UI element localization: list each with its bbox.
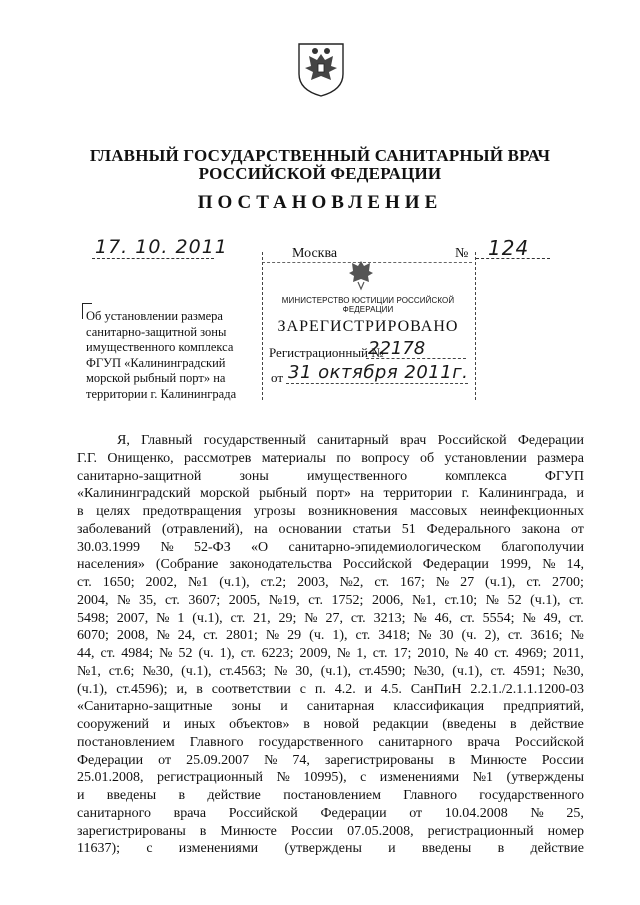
body-word: (ч. bbox=[198, 646, 214, 661]
body-line bbox=[77, 432, 584, 450]
body-word: №1 bbox=[472, 770, 494, 786]
body-word: об bbox=[419, 450, 435, 466]
body-word: Федерации bbox=[320, 805, 387, 821]
body-line bbox=[77, 503, 584, 521]
body-word: в bbox=[178, 788, 186, 803]
document-number: 124 bbox=[488, 236, 530, 260]
body-word: 3418; bbox=[378, 628, 411, 644]
subject-line: имущественного комплекса bbox=[86, 340, 234, 355]
issuer-title-line1: ГЛАВНЫЙ ГОСУДАРСТВЕННЫЙ САНИТАРНЫЙ ВРАЧ bbox=[89, 146, 551, 165]
document-subject bbox=[86, 309, 276, 403]
body-word: рыбный bbox=[259, 486, 307, 502]
body-word: санитарного bbox=[77, 805, 151, 821]
body-word: 30 bbox=[439, 628, 454, 644]
body-word: по bbox=[336, 450, 351, 466]
subject-line: ФГУП «Калининградский bbox=[86, 355, 226, 370]
body-word: Минюсте bbox=[470, 752, 527, 768]
body-word: № bbox=[336, 646, 351, 661]
body-line bbox=[77, 485, 584, 503]
body-word: Калининграда, bbox=[478, 486, 567, 502]
body-line bbox=[77, 574, 584, 592]
body-word: законодательства bbox=[229, 557, 332, 573]
body-word: ст. bbox=[372, 646, 388, 661]
body-word: «О bbox=[251, 539, 269, 555]
body-word: ст. bbox=[569, 592, 584, 608]
body-word: постановлением bbox=[283, 788, 381, 803]
body-word: действие bbox=[530, 841, 584, 857]
body-word: 5554; bbox=[482, 610, 515, 626]
body-line bbox=[77, 681, 584, 699]
body-word: №1 bbox=[187, 575, 209, 590]
body-word: г. bbox=[461, 486, 470, 502]
body-word: (отравлений), bbox=[161, 521, 244, 537]
body-word: 6070; bbox=[77, 628, 109, 644]
body-word: № bbox=[265, 628, 280, 644]
body-word: (утверждены bbox=[284, 841, 362, 857]
body-word: п. bbox=[314, 681, 326, 697]
body-word: 27, bbox=[325, 610, 344, 626]
body-word: 30, bbox=[295, 663, 313, 679]
body-word: ст. bbox=[568, 610, 584, 626]
body-word: в bbox=[303, 717, 310, 732]
body-word: закона bbox=[521, 521, 561, 537]
body-word: 4591; bbox=[513, 663, 546, 679]
body-word: номер bbox=[547, 823, 584, 839]
body-word: иных bbox=[184, 717, 216, 732]
body-word: № bbox=[530, 805, 544, 821]
body-word: № bbox=[435, 575, 450, 590]
subject-bracket bbox=[82, 303, 83, 319]
body-word: благополучии bbox=[501, 539, 584, 555]
body-word: санитарная bbox=[306, 699, 375, 715]
body-word: 2), bbox=[484, 628, 500, 644]
stamp-reg-number: 22178 bbox=[368, 338, 426, 359]
subject-line: морской рыбный порт» на bbox=[86, 371, 226, 386]
body-word: 167; bbox=[400, 575, 425, 590]
number-sign: № bbox=[455, 246, 469, 261]
body-line bbox=[77, 752, 584, 770]
date-underline bbox=[92, 258, 214, 259]
body-word: № bbox=[276, 770, 290, 786]
issuer-title-line2: РОССИЙСКОЙ ФЕДЕРАЦИИ bbox=[198, 164, 442, 183]
body-word: № bbox=[522, 610, 536, 626]
body-word: 2002, bbox=[145, 575, 178, 590]
body-word: ст.6; bbox=[108, 663, 135, 679]
body-word: (ч.1), bbox=[452, 663, 483, 679]
body-word: предотвращения bbox=[142, 504, 242, 519]
body-word: основании bbox=[278, 521, 342, 537]
body-word: 49, bbox=[543, 610, 562, 626]
body-word: ст.2; bbox=[260, 575, 287, 590]
body-word: 2801; bbox=[225, 628, 258, 644]
body-word: Я, bbox=[117, 433, 130, 448]
body-word: № bbox=[570, 628, 584, 644]
coat-of-arms-emblem bbox=[295, 40, 347, 98]
body-word: 2009, bbox=[299, 646, 331, 661]
body-word: (ч.1), bbox=[485, 575, 516, 590]
body-word: №1, bbox=[77, 663, 101, 679]
body-word: 3616; bbox=[530, 628, 563, 644]
body-word: 3213; bbox=[373, 610, 406, 626]
body-word: врача bbox=[467, 734, 500, 750]
body-word: угрозы bbox=[253, 504, 296, 519]
body-word: сооружений bbox=[77, 717, 150, 732]
body-word: Г.Г. bbox=[77, 450, 98, 466]
stamp-date-underline bbox=[286, 383, 468, 384]
body-word: зарегистрированы bbox=[77, 823, 186, 839]
body-word: №19, bbox=[268, 592, 300, 608]
body-word: (ч. bbox=[461, 628, 477, 644]
body-word: ст.4596); bbox=[116, 681, 168, 697]
body-word: 2005, bbox=[228, 592, 261, 608]
body-word: ст. bbox=[526, 575, 542, 590]
body-word: 25.01.2008, bbox=[77, 770, 144, 786]
body-word: имущественного bbox=[306, 468, 408, 484]
body-word: ст. bbox=[350, 610, 366, 626]
body-word: 74, bbox=[292, 752, 310, 768]
body-word: № bbox=[485, 592, 500, 608]
body-word: зоны bbox=[231, 699, 262, 715]
body-word: (ч.1), bbox=[530, 592, 561, 608]
body-word: ст.10; bbox=[444, 592, 478, 608]
body-word: №30, bbox=[142, 663, 174, 679]
body-word: 44, bbox=[77, 646, 95, 661]
body-word: введены bbox=[106, 788, 157, 803]
body-word: Минюсте bbox=[220, 823, 277, 839]
body-word: (ч.1), bbox=[192, 610, 223, 626]
body-word: ст. bbox=[355, 628, 371, 644]
body-word: 40 bbox=[474, 646, 489, 661]
body-word: санитарный bbox=[317, 433, 389, 448]
stamp-reg-number-label: Регистрационный № bbox=[269, 345, 384, 360]
body-word: 2010, bbox=[417, 646, 449, 661]
body-word: государственного bbox=[479, 788, 584, 803]
body-word: постановлением bbox=[77, 734, 175, 750]
body-word: 1752; bbox=[331, 592, 364, 608]
body-word: предприятий, bbox=[503, 699, 584, 715]
body-word: и bbox=[77, 788, 85, 803]
body-word: (Собрание bbox=[155, 557, 219, 573]
document-title: ПОСТАНОВЛЕНИЕ bbox=[197, 192, 443, 213]
body-word: 2007, bbox=[116, 610, 149, 626]
body-line bbox=[77, 787, 584, 805]
body-word: 4969; bbox=[514, 646, 547, 661]
body-word: Российской bbox=[437, 433, 507, 448]
body-line bbox=[77, 698, 584, 716]
body-word: от bbox=[409, 805, 423, 821]
body-word: 5498; bbox=[77, 610, 109, 626]
body-line bbox=[77, 556, 584, 574]
body-word: №30, bbox=[413, 663, 445, 679]
stamp-ministry-name: МИНИСТЕРСТВО ЮСТИЦИИ РОССИЙСКОЙ ФЕДЕРАЦИИ bbox=[281, 296, 455, 314]
number-underline bbox=[476, 258, 550, 259]
body-line bbox=[77, 769, 584, 787]
subject-bracket-top bbox=[82, 303, 92, 304]
body-word: санитарно-эпидемиологическом bbox=[288, 539, 481, 555]
body-word: 29 bbox=[287, 628, 302, 644]
body-word: в bbox=[497, 841, 505, 857]
body-word: от bbox=[570, 521, 584, 537]
body-word: № bbox=[156, 628, 170, 644]
body-word: №30, bbox=[553, 663, 584, 679]
body-word: № bbox=[117, 592, 131, 608]
body-word: на bbox=[253, 521, 268, 537]
body-word: 4.2. bbox=[334, 681, 356, 697]
body-word: России bbox=[290, 823, 334, 839]
stamp-registered-text: ЗАРЕГИСТРИРОВАНО bbox=[277, 318, 459, 335]
body-word: территории bbox=[383, 486, 453, 502]
body-word: зарегистрированы bbox=[324, 752, 434, 768]
body-word: № bbox=[273, 663, 288, 679]
body-word: редакции bbox=[372, 717, 429, 732]
body-word: ст. bbox=[203, 628, 218, 644]
body-word: порт» bbox=[316, 486, 351, 502]
body-word: 10.04.2008 bbox=[444, 805, 508, 821]
body-word: ст. bbox=[230, 610, 246, 626]
body-word: Главного bbox=[189, 734, 244, 750]
body-word: заболеваний bbox=[77, 521, 151, 537]
body-word: рассмотрев bbox=[183, 450, 252, 466]
subject-line: территории г. Калининграда bbox=[86, 386, 237, 401]
body-word: населения» bbox=[77, 557, 145, 573]
body-line bbox=[77, 805, 584, 823]
body-word: 51 bbox=[401, 521, 416, 537]
body-word: в bbox=[199, 823, 207, 839]
body-word: СанПиН bbox=[410, 681, 462, 697]
body-word: 1999, bbox=[499, 557, 532, 573]
body-line bbox=[77, 823, 584, 841]
body-word: введены bbox=[421, 841, 472, 857]
body-word: (ч.1), bbox=[219, 575, 250, 590]
body-word: (ч. bbox=[309, 628, 325, 644]
body-line bbox=[77, 645, 584, 663]
body-word: комплекса bbox=[445, 468, 507, 484]
body-word: № bbox=[542, 557, 556, 573]
body-word: 3607; bbox=[188, 592, 221, 608]
body-word: классификация bbox=[393, 699, 485, 715]
body-line bbox=[77, 468, 584, 486]
body-line bbox=[77, 716, 584, 734]
body-word: действие bbox=[207, 788, 261, 803]
body-word: 6223; bbox=[261, 646, 294, 661]
stamp-reg-underline bbox=[366, 358, 466, 359]
body-word: № bbox=[156, 610, 170, 626]
body-word: № bbox=[418, 628, 432, 644]
body-word: ФГУП bbox=[544, 468, 584, 484]
body-word: целях bbox=[96, 504, 131, 519]
body-word: регистрационный bbox=[157, 770, 264, 786]
body-word: России bbox=[541, 752, 584, 768]
body-word: 52-ФЗ bbox=[193, 539, 231, 555]
body-line bbox=[77, 592, 584, 610]
body-word: 10995), bbox=[303, 770, 347, 786]
document-date: 17. 10. 2011 bbox=[95, 236, 228, 258]
body-word: 21, bbox=[253, 610, 271, 626]
body-word: материалы bbox=[261, 450, 326, 466]
body-word: с bbox=[146, 841, 153, 857]
body-word: в bbox=[196, 681, 203, 697]
subject-line: санитарно-защитной зоны bbox=[86, 324, 227, 339]
body-word: 25, bbox=[566, 805, 584, 821]
body-word: Федерации bbox=[77, 752, 144, 768]
body-word: возникновения bbox=[308, 504, 398, 519]
body-word: 17; bbox=[393, 646, 412, 661]
body-word: изменениями bbox=[178, 841, 259, 857]
body-word: 2003, bbox=[297, 575, 329, 590]
document-body bbox=[77, 432, 584, 858]
body-word: и bbox=[162, 717, 171, 732]
body-word: врача bbox=[173, 805, 207, 821]
body-word: (введены bbox=[442, 717, 497, 732]
body-word: 4.5. bbox=[380, 681, 402, 697]
body-word: ст. bbox=[494, 646, 509, 661]
body-word: врач bbox=[399, 433, 427, 448]
body-word: морской bbox=[199, 486, 250, 502]
body-word: 2004, bbox=[77, 592, 109, 608]
body-word: № bbox=[304, 610, 318, 626]
body-word: 07.05.2008, bbox=[347, 823, 414, 839]
body-word: «Санитарно-защитные bbox=[77, 699, 213, 715]
body-word: 4984; bbox=[121, 646, 154, 661]
body-word: Главный bbox=[141, 433, 193, 448]
body-word: массовых bbox=[409, 504, 468, 519]
body-word: и bbox=[576, 486, 584, 502]
body-word: объектов» bbox=[229, 717, 290, 732]
body-word: 2011, bbox=[552, 646, 584, 661]
body-word: и, bbox=[176, 681, 188, 697]
body-word: 11637); bbox=[77, 841, 121, 857]
body-word: (ч.1), bbox=[181, 663, 212, 679]
body-word: 27 bbox=[460, 575, 475, 590]
body-word: 1), bbox=[332, 628, 348, 644]
body-word: ст. bbox=[507, 628, 523, 644]
body-word: действие bbox=[530, 717, 584, 732]
body-word: № bbox=[264, 752, 278, 768]
body-word: Главного bbox=[403, 788, 457, 803]
body-word: ст. bbox=[374, 575, 390, 590]
body-word: изменениями bbox=[379, 770, 460, 786]
body-word: 46, bbox=[434, 610, 453, 626]
body-word: Российской bbox=[228, 805, 298, 821]
body-word: регистрационный bbox=[427, 823, 534, 839]
body-word: №2, bbox=[339, 575, 364, 590]
body-word: соответствии bbox=[211, 681, 291, 697]
body-line bbox=[77, 539, 584, 557]
body-word: статьи bbox=[352, 521, 391, 537]
body-word: «Калининградский bbox=[77, 486, 191, 502]
body-word: Онищенко, bbox=[107, 450, 174, 466]
body-word: в bbox=[77, 504, 84, 519]
body-line bbox=[77, 840, 584, 858]
body-word: Российской bbox=[342, 557, 412, 573]
subject-line: Об установлении размера bbox=[86, 309, 223, 323]
body-word: санитарно-защитной bbox=[77, 468, 202, 484]
body-word: и bbox=[280, 699, 288, 715]
body-word: 25.09.2007 bbox=[186, 752, 250, 768]
body-word: государственного bbox=[258, 734, 364, 750]
body-word: (ч.1), bbox=[77, 681, 108, 697]
body-line bbox=[77, 734, 584, 752]
body-word: Федерации bbox=[517, 433, 584, 448]
body-word: размера bbox=[537, 450, 584, 466]
body-word: санитарного bbox=[378, 734, 453, 750]
body-word: от bbox=[158, 752, 172, 768]
body-word: Российской bbox=[515, 734, 584, 750]
stamp-eagle-icon bbox=[346, 258, 376, 292]
body-word: 24, bbox=[177, 628, 196, 644]
body-word: 2.2.1./2.1.1.1200-03 bbox=[470, 681, 584, 697]
body-word: № bbox=[159, 646, 173, 661]
body-word: неинфекционных bbox=[479, 504, 584, 519]
body-word: установлении bbox=[444, 450, 527, 466]
body-word: 1), bbox=[219, 646, 235, 661]
body-word: новой bbox=[323, 717, 360, 732]
body-word: (ч.1), bbox=[320, 663, 352, 679]
body-word: 2008, bbox=[116, 628, 149, 644]
body-word: 2006, bbox=[371, 592, 404, 608]
body-word: государственный bbox=[203, 433, 306, 448]
body-word: 52 bbox=[507, 592, 522, 608]
body-word: ст. bbox=[240, 646, 256, 661]
body-word: Федерации bbox=[422, 557, 489, 573]
body-word: ст.4590; bbox=[358, 663, 406, 679]
body-word: и bbox=[388, 841, 396, 857]
body-word: на bbox=[360, 486, 375, 502]
stamp-date: 31 октября 2011г. bbox=[288, 362, 469, 383]
body-word: 2700; bbox=[552, 575, 584, 590]
body-word: ст. bbox=[77, 575, 92, 590]
body-word: ст. bbox=[490, 663, 506, 679]
body-line bbox=[77, 610, 584, 628]
body-word: 1, bbox=[356, 646, 367, 661]
body-word: ст. bbox=[100, 646, 116, 661]
city-label: Москва bbox=[292, 246, 338, 261]
body-word: в bbox=[510, 717, 517, 732]
body-word: №1, bbox=[412, 592, 436, 608]
body-word: 52 bbox=[178, 646, 193, 661]
body-word: 1 bbox=[177, 610, 185, 626]
body-word: Федерального bbox=[426, 521, 511, 537]
body-word: ст. bbox=[459, 610, 475, 626]
body-line bbox=[77, 627, 584, 645]
body-word: 35, bbox=[138, 592, 157, 608]
body-word: с bbox=[360, 770, 367, 786]
body-line bbox=[77, 521, 584, 539]
body-word: ст. bbox=[165, 592, 180, 608]
body-line bbox=[77, 450, 584, 468]
body-line bbox=[77, 663, 584, 681]
body-word: зоны bbox=[239, 468, 269, 484]
body-word: в bbox=[448, 752, 456, 768]
body-word: и bbox=[364, 681, 373, 697]
body-word: № bbox=[454, 646, 469, 661]
body-word: ст.4563; bbox=[219, 663, 267, 679]
body-word: 1650; bbox=[102, 575, 135, 590]
body-word: вопросу bbox=[361, 450, 410, 466]
body-word: № bbox=[160, 539, 174, 555]
stamp-date-label: от bbox=[271, 370, 284, 385]
body-word: (утверждены bbox=[506, 770, 584, 786]
body-word: 29; bbox=[278, 610, 297, 626]
body-word: № bbox=[413, 610, 427, 626]
body-word: 30.03.1999 bbox=[77, 539, 140, 555]
body-word: 14, bbox=[566, 557, 584, 573]
body-word: ст. bbox=[308, 592, 323, 608]
body-word: с bbox=[299, 681, 306, 697]
